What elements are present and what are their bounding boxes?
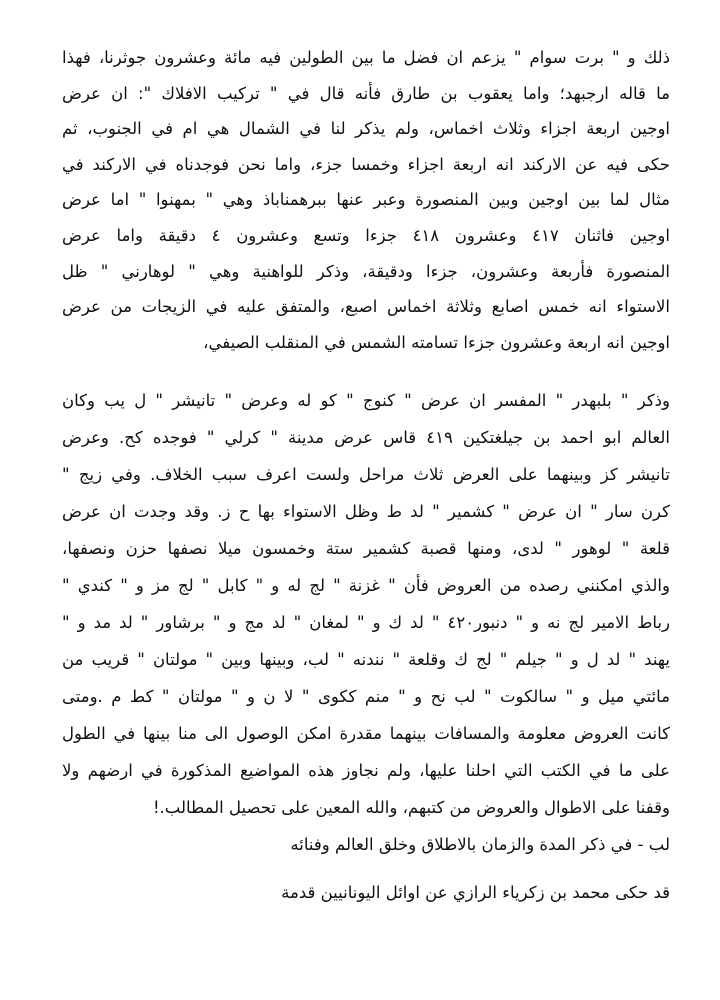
text-line: اوجين اربعة اجزاء وثلاث اخماس، ولم يذكر لنا في الشمال هي ام في الجنوب، ثم	[62, 119, 670, 139]
text-line: اوجين انه اربعة وعشرون جزءا تسامته الشمس في المنقلب الصيفي،	[203, 332, 670, 352]
text-line: العالم ابو احمد بن جيلغتكين ٤١٩ قاس عرض مدينة " كرلي " فوجده كح. وعرض	[62, 428, 670, 448]
text-line: وذكر " بلبهدر " المفسر ان عرض " كنوج " كو له وعرض " تانيشر " ل يب وكان	[62, 391, 670, 411]
paragraph-1	[62, 40, 670, 360]
text-line: اوجين فاثنان ٤١٧ وعشرون ٤١٨ جزءا وتسع وعشرون ٤ دقيقة واما عرض	[62, 225, 670, 245]
text-line: رباط الامير لج نه و " دنبور٤٢٠ " لد ك و " لمغان " لد مج و " برشاور " لد مد و "	[62, 613, 670, 633]
paragraph-2	[62, 382, 670, 863]
chapter-heading: لب - في ذكر المدة والزمان بالاطلاق وخلق العالم وفنائه	[290, 835, 670, 855]
text-line: مثال لما بين اوجين وبين المنصورة وعبر عنها ببرهمناباذ وهي " بمهنوا " اما عرض	[62, 190, 670, 210]
heading-spacer	[62, 863, 670, 875]
text-line: يهند " لد ل و " جيلم " لج ك وقلعة " نندنه " لب، وبينها وبين " مولتان " قريب من	[62, 650, 670, 670]
text-line: كانت العروض معلومة والمسافات بينهما مقدرة امكن الوصول الى منا بينها في الطول	[62, 724, 670, 744]
text-line: كرن سار " ان عرض " كشمير " لد ط وظل الاستواء بها ح ز. وقد وجدت ان عرض	[62, 502, 670, 522]
text-line: قلعة " لوهور " لدى، ومنها قصبة كشمير ستة وخمسون ميلا نصفها حزن ونصفها،	[62, 539, 670, 559]
text-line: المنصورة فأربعة وعشرون، جزءا ودقيقة، وذكر للواهنية وهي " لوهارني " ظل	[62, 261, 670, 281]
text-line: حكى فيه عن الاركند انه اربعة اجزاء وخمسا جزء، واما نحن فوجدناه في الاركند في	[62, 154, 670, 174]
paragraph-spacer	[62, 360, 670, 382]
paragraph-3	[62, 875, 670, 911]
text-line: على ما في الكتب التي احلنا عليها، ولم نجاوز هذه المواضيع المذكورة في ارضهم ولا	[62, 761, 670, 781]
text-line: وقفنا على الاطوال والعروض من كتبهم، والله المعين على تحصيل المطالب.!	[152, 798, 670, 818]
text-line: ما قاله ارجبهد؛ واما يعقوب بن طارق فأنه قال في " تركيب الافلاك ": ان عرض	[62, 83, 670, 103]
text-line: والذي امكنني رصده من العروض فأن " غزنة " لج له و " كابل " لج مز و " كندي "	[62, 576, 670, 596]
text-line: مائتي ميل و " سالكوت " لب نح و " منم ككوى " لا ن و " مولتان " كط م .ومتى	[62, 687, 670, 707]
text-line: ذلك و " برت سوام " يزعم ان فضل ما بين الطولين فيه مائة وعشرون جوثرنا، فهذا	[62, 48, 670, 67]
text-line: تانيشر كز وبينهما على العرض ثلاث مراحل ولست اعرف سبب الخلاف. وفي زيج "	[62, 465, 670, 485]
text-line: قد حكى محمد بن زكرياء الرازي عن اوائل اليونانيين قدمة	[281, 883, 670, 903]
text-line: الاستواء انه خمس اصابع وثلاثة اخماس اصبع، والمتفق عليه في الزيجات من عرض	[62, 297, 670, 317]
